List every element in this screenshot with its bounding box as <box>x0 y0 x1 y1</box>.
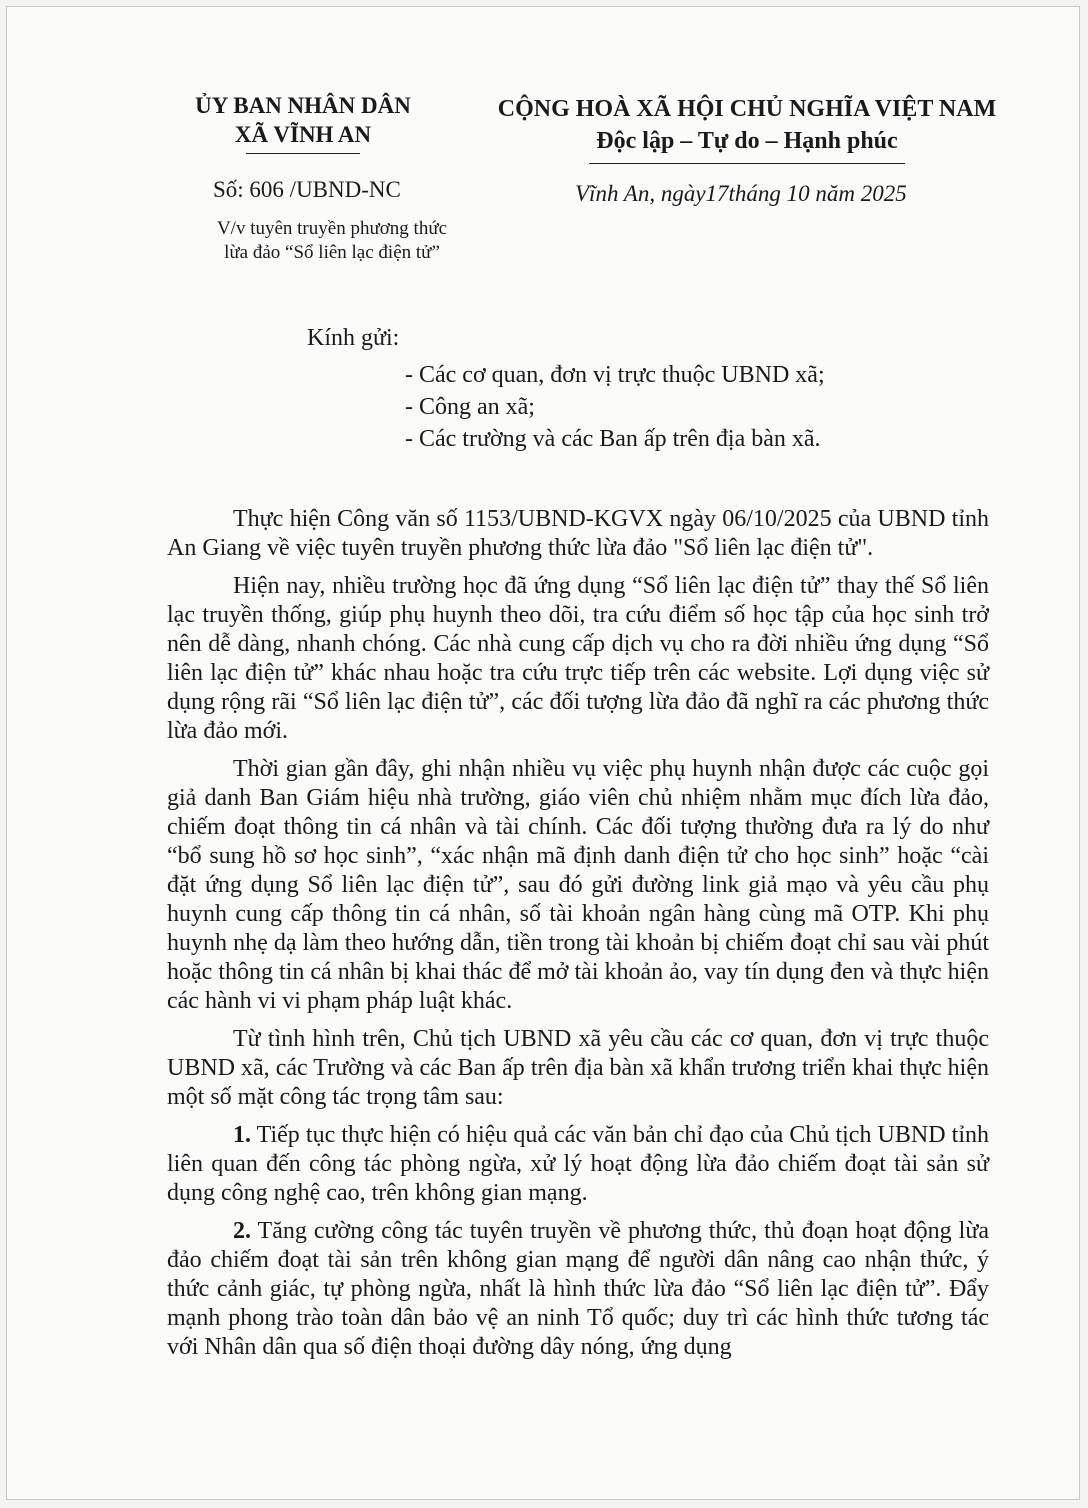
item-number: 2. <box>233 1218 251 1244</box>
subject-line-2: lừa đảo “Sổ liên lạc điện tử” <box>224 242 440 263</box>
date-place: Vĩnh An, ngày17tháng 10 năm 2025 <box>575 181 907 206</box>
document-number: Số: 606 /UBND-NC <box>213 177 401 202</box>
item-text: Tăng cường công tác tuyên truyền về phương thức, thủ đoạn hoạt động lừa đảo chiếm đoạt tài sản trên không gian mạng để người dân nâng cao nhận thức, ý thức cảnh giác, tự phòng ngừa, nhất là hình thức lừa đảo “Sổ liên lạc điện tử”. Đẩy mạnh phong trào toàn dân bảo vệ an ninh Tổ quốc; duy trì các hình thức tương tác với Nhân dân qua số điện thoại đường dây nóng, ứng dụng <box>167 1218 989 1360</box>
document-body <box>167 505 989 1371</box>
motto-underline <box>589 163 905 164</box>
recipient-item: - Các cơ quan, đơn vị trực thuộc UBND xã; <box>405 362 825 388</box>
national-motto <box>487 93 1007 164</box>
document-subject <box>187 217 477 265</box>
recipient-item: - Công an xã; <box>405 394 535 420</box>
recipient-item: - Các trường và các Ban ấp trên địa bàn xã. <box>405 426 821 452</box>
body-paragraph: Thực hiện Công văn số 1153/UBND-KGVX ngày 06/10/2025 của UBND tỉnh An Giang về việc tuyên truyền phương thức lừa đảo "Sổ liên lạc điện tử". <box>167 506 989 561</box>
motto: Độc lập – Tự do – Hạnh phúc <box>596 128 898 154</box>
subject-line-1: V/v tuyên truyền phương thức <box>216 218 448 239</box>
numbered-item <box>167 1121 989 1208</box>
agency-line-1: ỦY BAN NHÂN DÂN <box>195 93 411 118</box>
item-text: Tiếp tục thực hiện có hiệu quả các văn bản chỉ đạo của Chủ tịch UBND tỉnh liên quan đến công tác phòng ngừa, xử lý hoạt động lừa đảo chiếm đoạt tài sản sử dụng công nghệ cao, trên không gian mạng. <box>167 1122 989 1206</box>
document-page <box>6 6 1080 1500</box>
body-paragraph: Từ tình hình trên, Chủ tịch UBND xã yêu cầu các cơ quan, đơn vị trực thuộc UBND xã, các Trường và các Ban ấp trên địa bàn xã khẩn trương triển khai thực hiện một số mặt công tác trọng tâm sau: <box>167 1026 989 1110</box>
numbered-item <box>167 1217 989 1362</box>
body-paragraph: Thời gian gần đây, ghi nhận nhiều vụ việc phụ huynh nhận được các cuộc gọi giả danh Ban Giám hiệu nhà trường, giáo viên chủ nhiệm nhằm mục đích lừa đảo, chiếm đoạt thông tin cá nhân và tài chính. Các đối tượng thường đưa ra lý do như “bổ sung hồ sơ học sinh”, “xác nhận mã định danh điện tử cho học sinh” hoặc “cài đặt ứng dụng Sổ liên lạc điện tử”, sau đó gửi đường link giả mạo và yêu cầu phụ huynh cung cấp thông tin cá nhân, số tài khoản ngân hàng cùng mã OTP. Khi phụ huynh nhẹ dạ làm theo hướng dẫn, tiền trong tài khoản bị chiếm đoạt chỉ sau vài phút hoặc thông tin cá nhân bị khai thác để mở tài khoản ảo, vay tín dụng đen và thực hiện các hành vi vi phạm pháp luật khác. <box>167 756 989 1014</box>
addressee-label: Kính gửi: <box>307 325 400 351</box>
recipient-list <box>405 359 825 455</box>
country-name: CỘNG HOÀ XÃ HỘI CHỦ NGHĨA VIỆT NAM <box>497 96 997 122</box>
agency-underline <box>246 153 360 154</box>
agency-line-2: XÃ VĨNH AN <box>234 122 372 147</box>
body-paragraph: Hiện nay, nhiều trường học đã ứng dụng “Sổ liên lạc điện tử” thay thế Sổ liên lạc truyền thống, giúp phụ huynh theo dõi, tra cứu điểm số học tập của học sinh trở nên dễ dàng, nhanh chóng. Các nhà cung cấp dịch vụ cho ra đời nhiều ứng dụng “Sổ liên lạc điện tử” khác nhau hoặc tra cứu trực tiếp trên các website. Lợi dụng việc sử dụng rộng rãi “Sổ liên lạc điện tử”, các đối tượng lừa đảo đã nghĩ ra các phương thức lừa đảo mới. <box>167 573 989 744</box>
item-number: 1. <box>233 1122 251 1148</box>
issuing-agency <box>187 91 419 154</box>
